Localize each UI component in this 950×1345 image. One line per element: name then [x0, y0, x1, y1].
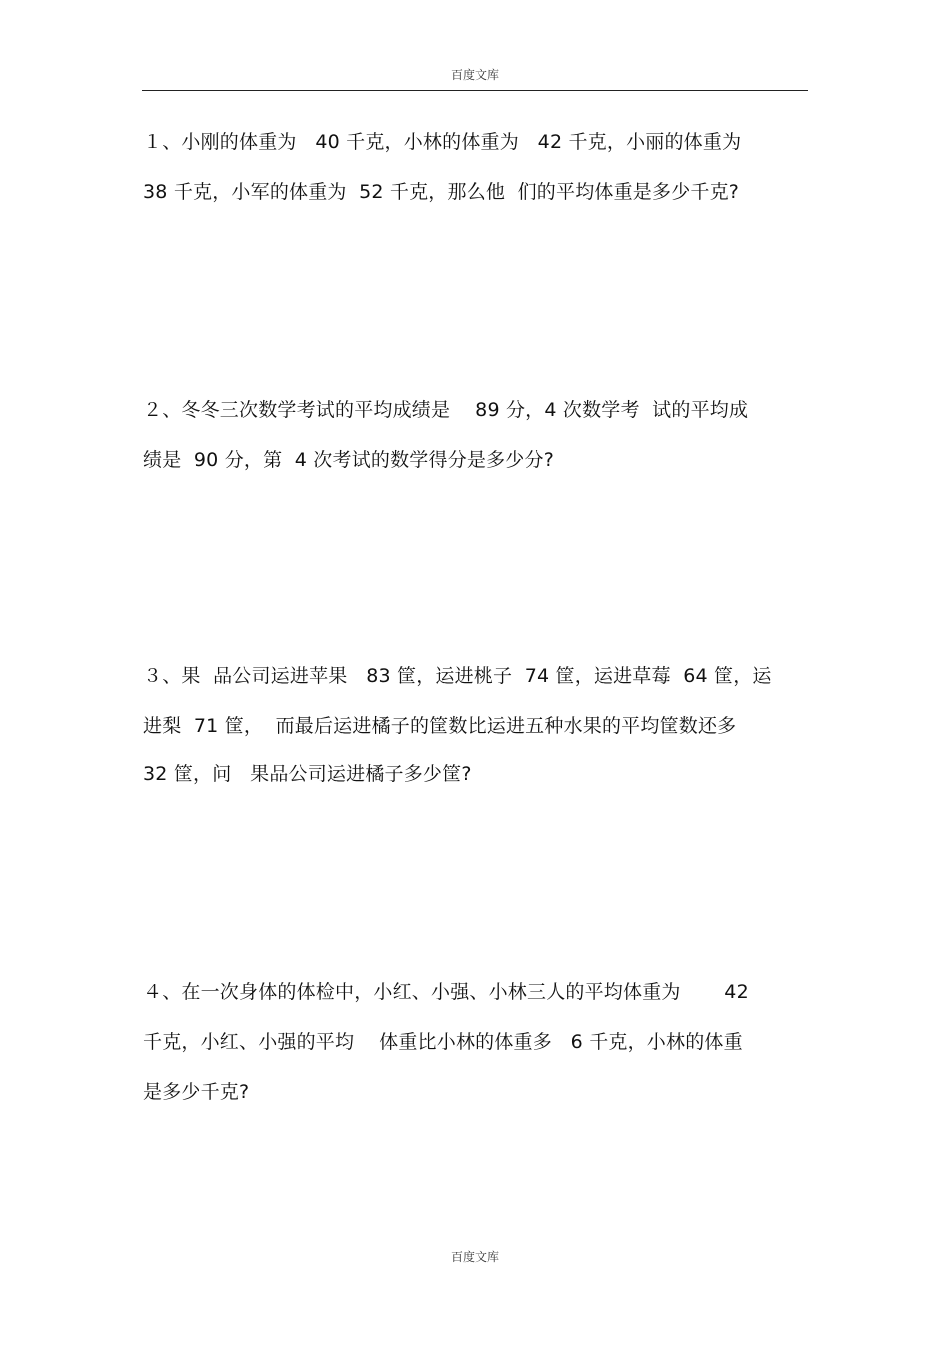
problem-2-line-2: 绩是 90 分，第 4 次考试的数学得分是多少分? [143, 449, 554, 471]
problem-2-line-1: ２、冬冬三次数学考试的平均成绩是 89 分，4 次数学考 试的平均成 [143, 399, 749, 421]
problem-4-line-1: ４、在一次身体的体检中，小红、小强、小林三人的平均体重为 42 [143, 981, 749, 1003]
page-header: 百度文库 [450, 68, 499, 82]
page-footer: 百度文库 [450, 1250, 499, 1264]
problem-4-line-2: 千克，小红、小强的平均 体重比小林的体重多 6 千克，小林的体重 [143, 1031, 743, 1053]
header-divider [142, 90, 808, 91]
problem-3-line-1: ３、果 品公司运进苹果 83 筐，运进桃子 74 筐，运进草莓 64 筐，运 [143, 665, 772, 687]
problem-4-line-3: 是多少千克? [143, 1081, 250, 1103]
problem-1-line-1: １、小刚的体重为 40 千克，小林的体重为 42 千克，小丽的体重为 [143, 131, 742, 153]
problem-3-line-2: 进梨 71 筐， 而最后运进橘子的筐数比运进五种水果的平均筐数还多 [143, 715, 737, 737]
problem-1-line-2: 38 千克，小军的体重为 52 千克，那么他 们的平均体重是多少千克? [143, 181, 740, 203]
problem-3-line-3: 32 筐，问 果品公司运进橘子多少筐? [143, 763, 472, 785]
